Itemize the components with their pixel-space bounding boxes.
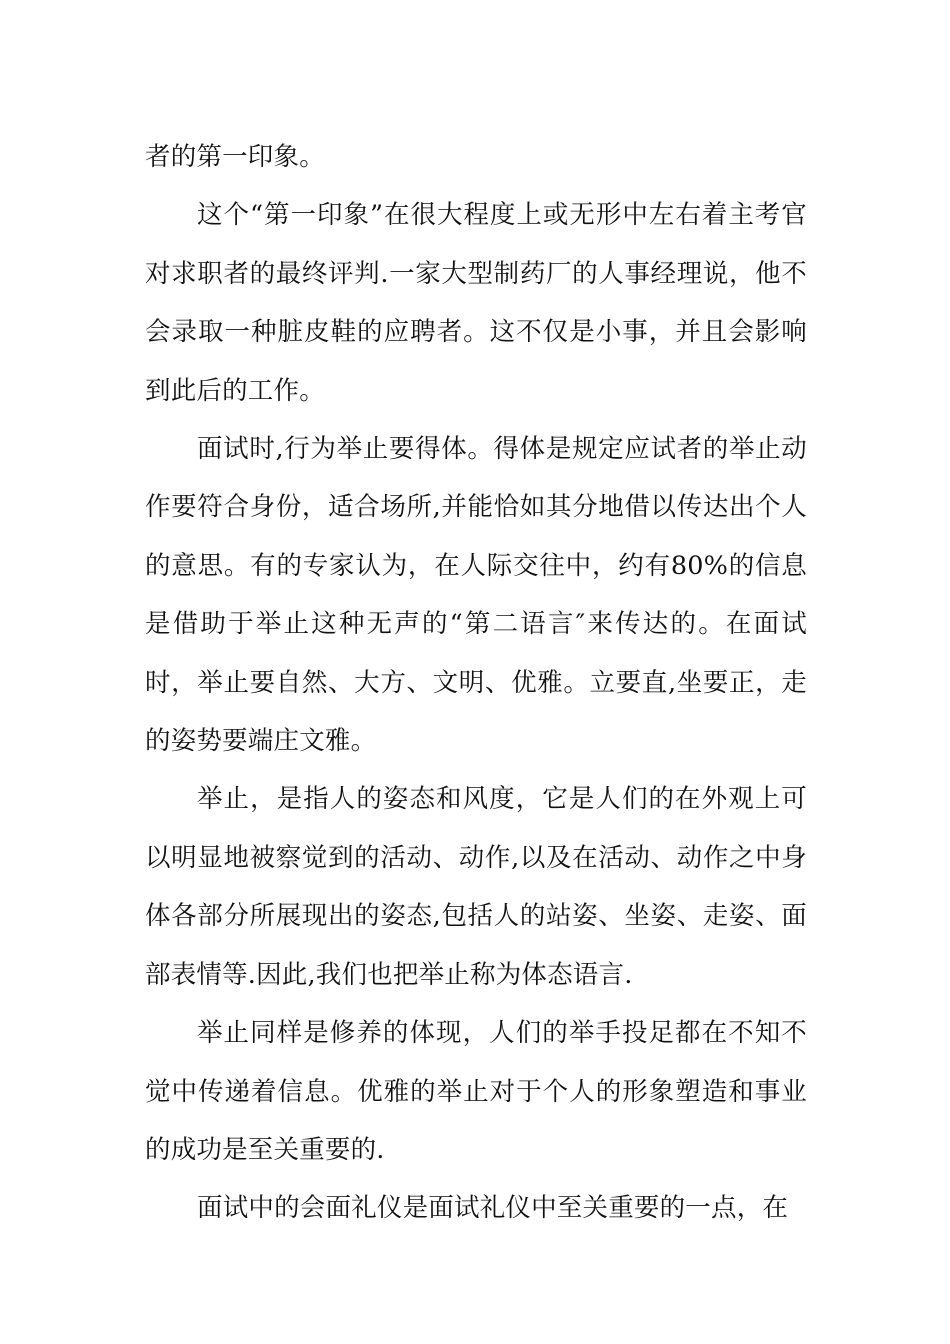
paragraph-demeanor-definition: 举止，是指人的姿态和风度，它是人们的在外观上可以明显地被察觉到的活动、动作,以及在活动、动作之中身体各部分所展现出的姿态,包括人的站姿、坐姿、走姿、面部表情等.因此,我们也把举止称为体态语言.	[145, 784, 807, 990]
paragraph-cultivation: 举止同样是修养的体现，人们的举手投足都在不知不觉中传递着信息。优雅的举止对于个人的形象塑造和事业的成功是至关重要的.	[145, 1018, 807, 1165]
paragraph-first-impression: 这个“第一印象”在很大程度上或无形中左右着主考官对求职者的最终评判.一家大型制药厂的人事经理说，他不会录取一种脏皮鞋的应聘者。这不仅是小事，并且会影响到此后的工作。	[145, 200, 807, 406]
paragraph-meeting-etiquette: 面试中的会面礼仪是面试礼仪中至关重要的一点，在	[197, 1193, 789, 1224]
paragraph-behavior: 面试时,行为举止要得体。得体是规定应试者的举止动作要符合身份，适合场所,并能恰如其分地借以传达出个人的意思。有的专家认为，在人际交往中，约有80%的信息是借助于举止这种无声的“第二语言″来传达的。在面试时，举止要自然、大方、文明、优雅。立要直,坐要正，走的姿势要端庄文雅。	[145, 434, 807, 757]
paragraph-continuation: 者的第一印象。	[145, 142, 325, 172]
document-body	[145, 128, 807, 1238]
